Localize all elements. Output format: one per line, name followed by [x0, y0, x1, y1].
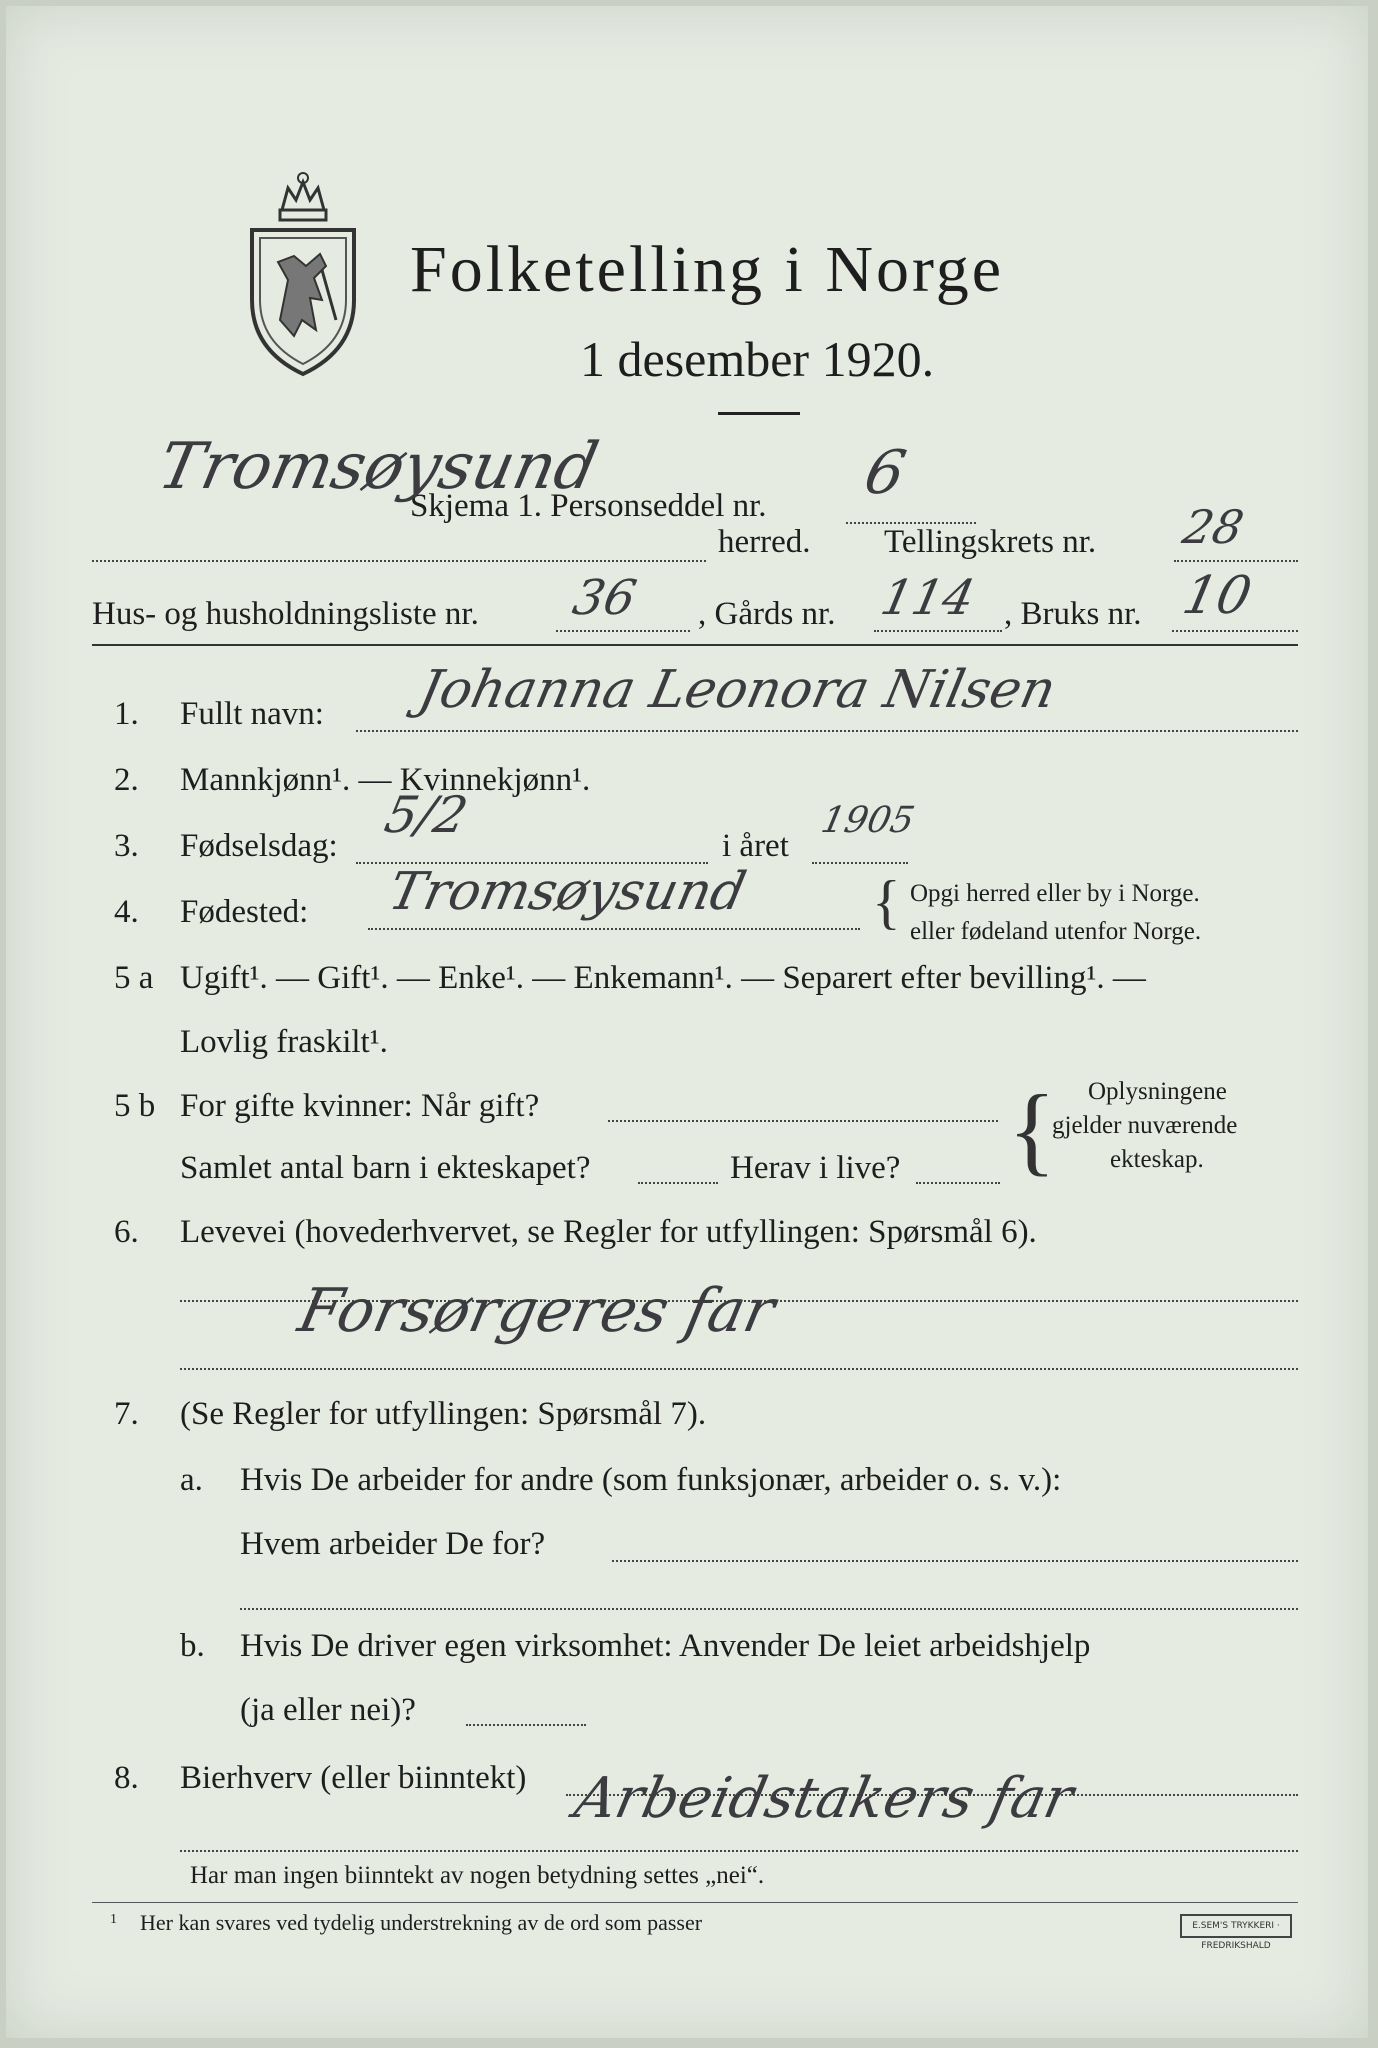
schema-label: Skjema 1. Personseddel nr.	[410, 488, 767, 524]
full-name-value: Johanna Leonora Nilsen	[413, 660, 1062, 720]
q7b-answer-field-line	[466, 1724, 586, 1726]
bruks-value: 10	[1177, 566, 1257, 626]
form-title: Folketelling i Norge	[410, 233, 1005, 306]
census-form-page	[6, 6, 1368, 2038]
q4-label: Fødested:	[180, 894, 309, 930]
q5b-note-line2: gjelder nuværende	[1052, 1112, 1238, 1139]
schema-number-value: 6	[858, 438, 912, 508]
q1-field-line	[356, 730, 1298, 732]
q2-number: 2.	[114, 762, 139, 798]
q1-label: Fullt navn:	[180, 696, 324, 732]
q7a-employer-label: Hvem arbeider De for?	[240, 1526, 546, 1562]
q7b-number: b.	[180, 1628, 205, 1664]
birthplace-value: Tromsøysund	[383, 862, 751, 922]
herred-label: herred.	[718, 524, 811, 560]
q3-year-field-line	[812, 862, 908, 864]
municipality-field-line	[92, 560, 706, 562]
household-list-label: Hus- og husholdningsliste nr.	[92, 596, 479, 632]
gards-field-line	[874, 630, 1002, 632]
q5b-married-field-line	[608, 1120, 998, 1122]
q4-note-line2: eller fødeland utenfor Norge.	[910, 918, 1202, 945]
q7b-answer-label: (ja eller nei)?	[240, 1692, 416, 1728]
q5b-children-field-line	[638, 1182, 718, 1184]
q8-number: 8.	[114, 1760, 139, 1796]
q5b-children-label: Samlet antal barn i ekteskapet?	[180, 1150, 591, 1186]
q3-number: 3.	[114, 828, 139, 864]
q5b-note-line1: Oplysningene	[1088, 1078, 1227, 1105]
q5b-alive-label: Herav i live?	[730, 1150, 901, 1186]
q4-note-line1: Opgi herred eller by i Norge.	[910, 880, 1200, 907]
q5a-options: Ugift¹. — Gift¹. — Enke¹. — Enkemann¹. — Separert efter bevilling¹. —	[180, 960, 1146, 996]
secondary-income-value: Arbeidstakers far	[569, 1766, 1079, 1831]
household-field-line	[556, 630, 690, 632]
q7a-question: Hvis De arbeider for andre (som funksjonær, arbeider o. s. v.):	[240, 1462, 1062, 1498]
q8-field-line2	[180, 1850, 1298, 1852]
title-divider	[718, 412, 800, 415]
q6-number: 6.	[114, 1214, 139, 1250]
occupation-value: Forsørgeres far	[292, 1276, 781, 1346]
q5a-number: 5 a	[114, 960, 154, 996]
q8-label: Bierhverv (eller biinntekt)	[180, 1760, 527, 1796]
year-label: i året	[722, 828, 789, 864]
gards-label: , Gårds nr.	[698, 596, 836, 632]
q4-field-line	[368, 928, 860, 930]
tellingskrets-value: 28	[1178, 500, 1249, 554]
footnote-divider	[92, 1902, 1298, 1903]
q7-label: (Se Regler for utfyllingen: Spørsmål 7).	[180, 1396, 707, 1432]
q7-number: 7.	[114, 1396, 139, 1432]
census-date: 1 desember 1920.	[580, 331, 935, 387]
q7a-employer-field-line	[612, 1560, 1298, 1562]
income-note: Har man ingen biinntekt av nogen betydning settes „nei“.	[190, 1862, 765, 1889]
q2-label: Mannkjønn¹. — Kvinnekjønn¹.	[180, 762, 591, 798]
birth-date-value: 5/2	[379, 786, 473, 844]
coat-of-arms-icon	[244, 170, 362, 378]
q5a-options-cont: Lovlig fraskilt¹.	[180, 1024, 388, 1060]
tellingskrets-field-line	[1174, 560, 1298, 562]
footnote-marker: 1	[110, 1912, 117, 1927]
q7a-number: a.	[180, 1462, 203, 1498]
q1-number: 1.	[114, 696, 139, 732]
q5b-married-label: For gifte kvinner: Når gift?	[180, 1088, 540, 1124]
q3-label: Fødselsdag:	[180, 828, 338, 864]
q4-number: 4.	[114, 894, 139, 930]
footnote-text: Her kan svares ved tydelig understrekning av de ord som passer	[140, 1910, 703, 1935]
bruks-field-line	[1172, 630, 1298, 632]
q5b-number: 5 b	[114, 1088, 156, 1124]
birth-year-value: 1905	[817, 800, 918, 841]
household-list-value: 36	[568, 570, 642, 626]
bruks-label: , Bruks nr.	[1004, 596, 1142, 632]
q5b-alive-field-line	[916, 1182, 1000, 1184]
q6-field-line2	[180, 1368, 1298, 1370]
q7a-employer-field-line2	[240, 1608, 1298, 1610]
q7b-question: Hvis De driver egen virksomhet: Anvender De leiet arbeidshjelp	[240, 1628, 1091, 1664]
section-divider	[92, 644, 1298, 646]
printer-stamp: E.SEM'S TRYKKERI · FREDRIKSHALD	[1180, 1914, 1292, 1938]
tellingskrets-label: Tellingskrets nr.	[884, 524, 1097, 560]
q5b-note-line3: ekteskap.	[1110, 1146, 1204, 1173]
gards-value: 114	[876, 570, 980, 626]
q6-label: Levevei (hovederhvervet, se Regler for utfyllingen: Spørsmål 6).	[180, 1214, 1037, 1250]
municipality-value: Tromsøysund	[152, 430, 605, 504]
